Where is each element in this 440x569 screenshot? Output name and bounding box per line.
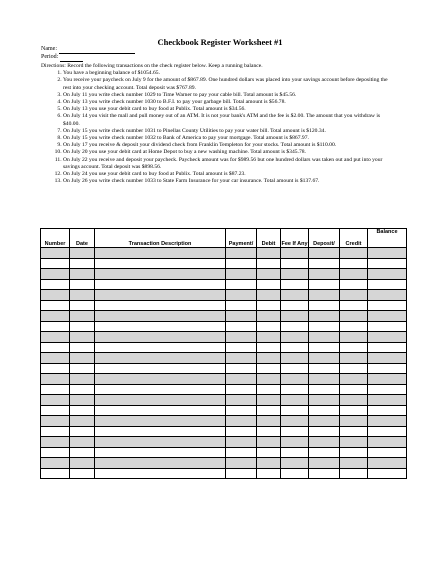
cell-description[interactable] [95,416,226,427]
cell-fee[interactable] [281,321,309,332]
cell-deposit[interactable] [309,395,340,406]
table-row [41,342,407,353]
cell-credit[interactable] [340,321,368,332]
cell-number[interactable] [41,468,70,479]
cell-fee[interactable] [281,269,309,280]
cell-debit[interactable] [257,458,281,469]
table-row [41,458,407,469]
cell-description[interactable] [95,279,226,290]
cell-number[interactable] [41,321,70,332]
cell-date[interactable] [70,248,95,259]
cell-balance[interactable] [368,405,407,416]
cell-number[interactable] [41,353,70,364]
header-number: Number [41,229,70,248]
cell-payment[interactable] [226,332,257,343]
cell-debit[interactable] [257,300,281,311]
cell-fee[interactable] [281,405,309,416]
cell-number[interactable] [41,363,70,374]
cell-description[interactable] [95,384,226,395]
cell-deposit[interactable] [309,437,340,448]
cell-fee[interactable] [281,290,309,301]
transaction-item: 13. On July 26 you write check number 1033 to State Farm Insurance for your car insurance. Total amount is $137.67. [63,178,396,185]
cell-payment[interactable] [226,458,257,469]
cell-date[interactable] [70,468,95,479]
table-row [41,279,407,290]
cell-balance[interactable] [368,384,407,395]
transaction-item: 3. On July 11 you write check number 1029 to Time Warner to pay your cable bill. Total amount is $45.56. [63,92,396,99]
cell-deposit[interactable] [309,363,340,374]
cell-description[interactable] [95,321,226,332]
cell-date[interactable] [70,395,95,406]
table-row [41,311,407,322]
cell-debit[interactable] [257,416,281,427]
cell-description[interactable] [95,363,226,374]
cell-credit[interactable] [340,447,368,458]
cell-payment[interactable] [226,279,257,290]
transaction-item: 12. On July 24 you use your debit card to buy food at Publix. Total amount is $87.23. [63,171,396,178]
cell-payment[interactable] [226,384,257,395]
cell-debit[interactable] [257,332,281,343]
cell-number[interactable] [41,290,70,301]
cell-description[interactable] [95,269,226,280]
table-row [41,353,407,364]
cell-description[interactable] [95,300,226,311]
cell-debit[interactable] [257,290,281,301]
header-payment: Payment/ [226,229,257,248]
cell-payment[interactable] [226,363,257,374]
period-row [41,54,83,62]
cell-balance[interactable] [368,290,407,301]
cell-payment[interactable] [226,258,257,269]
cell-fee[interactable] [281,258,309,269]
cell-debit[interactable] [257,374,281,385]
cell-debit[interactable] [257,363,281,374]
name-label: Name: [41,46,57,52]
cell-debit[interactable] [257,311,281,322]
cell-description[interactable] [95,468,226,479]
cell-balance[interactable] [368,269,407,280]
cell-fee[interactable] [281,363,309,374]
cell-balance[interactable] [368,300,407,311]
cell-payment[interactable] [226,468,257,479]
cell-debit[interactable] [257,321,281,332]
cell-description[interactable] [95,353,226,364]
table-row [41,437,407,448]
cell-debit[interactable] [257,353,281,364]
cell-debit[interactable] [257,437,281,448]
cell-date[interactable] [70,426,95,437]
cell-deposit[interactable] [309,258,340,269]
transaction-item: 2. You receive your paycheck on July 9 for the amount of $867.89. One hundred dollars was placed into your savings account before depositing the rest into your checking account. Total deposit was $767.89. [63,77,396,91]
cell-payment[interactable] [226,269,257,280]
cell-fee[interactable] [281,279,309,290]
cell-debit[interactable] [257,248,281,259]
table-row [41,248,407,259]
period-field[interactable] [60,55,83,62]
cell-credit[interactable] [340,405,368,416]
table-row [41,290,407,301]
cell-date[interactable] [70,384,95,395]
cell-deposit[interactable] [309,332,340,343]
cell-number[interactable] [41,395,70,406]
cell-balance[interactable] [368,416,407,427]
cell-payment[interactable] [226,447,257,458]
cell-number[interactable] [41,279,70,290]
cell-description[interactable] [95,426,226,437]
cell-credit[interactable] [340,363,368,374]
cell-fee[interactable] [281,395,309,406]
header-debit: Debit [257,229,281,248]
cell-date[interactable] [70,374,95,385]
cell-debit[interactable] [257,405,281,416]
cell-date[interactable] [70,311,95,322]
cell-deposit[interactable] [309,321,340,332]
cell-debit[interactable] [257,426,281,437]
cell-date[interactable] [70,437,95,448]
cell-description[interactable] [95,248,226,259]
cell-credit[interactable] [340,342,368,353]
cell-balance[interactable] [368,321,407,332]
cell-number[interactable] [41,426,70,437]
cell-description[interactable] [95,437,226,448]
cell-fee[interactable] [281,248,309,259]
cell-credit[interactable] [340,248,368,259]
table-row [41,363,407,374]
table-row [41,468,407,479]
cell-fee[interactable] [281,300,309,311]
table-row [41,332,407,343]
cell-payment[interactable] [226,321,257,332]
transaction-item: 5. On July 13 you use your debit card to buy food at Publix. Total amount is $34.56. [63,106,396,113]
cell-date[interactable] [70,416,95,427]
table-row [41,258,407,269]
cell-credit[interactable] [340,279,368,290]
cell-debit[interactable] [257,384,281,395]
table-row [41,269,407,280]
cell-credit[interactable] [340,374,368,385]
cell-credit[interactable] [340,258,368,269]
cell-credit[interactable] [340,458,368,469]
cell-description[interactable] [95,258,226,269]
cell-number[interactable] [41,437,70,448]
cell-date[interactable] [70,447,95,458]
transaction-list [41,70,396,185]
cell-description[interactable] [95,374,226,385]
cell-number[interactable] [41,300,70,311]
cell-balance[interactable] [368,342,407,353]
transaction-item: 8. On July 15 you write check number 1032 to Bank of America to pay your mortgage. Total amount is $867.97. [63,135,396,142]
cell-debit[interactable] [257,342,281,353]
cell-payment[interactable] [226,416,257,427]
table-row [41,384,407,395]
cell-balance[interactable] [368,437,407,448]
header-deposit: Deposit/ [309,229,340,248]
cell-credit[interactable] [340,468,368,479]
cell-fee[interactable] [281,384,309,395]
table-row [41,321,407,332]
cell-fee[interactable] [281,374,309,385]
cell-payment[interactable] [226,290,257,301]
name-field[interactable] [59,47,135,54]
cell-fee[interactable] [281,437,309,448]
transaction-item: 7. On July 15 you write check number 1031 to Pinellas County Utilities to pay your water bill. Total amount is $120.34. [63,128,396,135]
cell-date[interactable] [70,269,95,280]
cell-number[interactable] [41,342,70,353]
cell-date[interactable] [70,353,95,364]
cell-number[interactable] [41,384,70,395]
cell-deposit[interactable] [309,468,340,479]
cell-number[interactable] [41,269,70,280]
cell-deposit[interactable] [309,353,340,364]
directions-text: Directions: Record the following transactions on the check register below. Keep a running balance. [41,63,263,69]
cell-fee[interactable] [281,416,309,427]
cell-description[interactable] [95,332,226,343]
cell-fee[interactable] [281,342,309,353]
cell-credit[interactable] [340,332,368,343]
table-row [41,405,407,416]
worksheet-title: Checkbook Register Worksheet #1 [157,37,283,47]
cell-balance[interactable] [368,374,407,385]
cell-fee[interactable] [281,332,309,343]
cell-payment[interactable] [226,353,257,364]
check-register-table [40,228,407,479]
cell-credit[interactable] [340,416,368,427]
cell-balance[interactable] [368,363,407,374]
cell-deposit[interactable] [309,405,340,416]
cell-date[interactable] [70,290,95,301]
cell-credit[interactable] [340,426,368,437]
cell-number[interactable] [41,258,70,269]
cell-credit[interactable] [340,300,368,311]
cell-deposit[interactable] [309,279,340,290]
cell-payment[interactable] [226,405,257,416]
cell-description[interactable] [95,342,226,353]
transaction-item: 4. On July 13 you write check number 1030 to B.F.I. to pay your garbage bill. Total amount is $56.78. [63,99,396,106]
header-credit: Credit [340,229,368,248]
cell-date[interactable] [70,363,95,374]
cell-deposit[interactable] [309,384,340,395]
cell-number[interactable] [41,311,70,322]
cell-deposit[interactable] [309,300,340,311]
cell-fee[interactable] [281,458,309,469]
cell-fee[interactable] [281,468,309,479]
cell-date[interactable] [70,279,95,290]
cell-credit[interactable] [340,269,368,280]
table-row [41,374,407,385]
cell-balance[interactable] [368,311,407,322]
cell-payment[interactable] [226,395,257,406]
cell-deposit[interactable] [309,269,340,280]
cell-credit[interactable] [340,384,368,395]
cell-date[interactable] [70,332,95,343]
cell-deposit[interactable] [309,426,340,437]
cell-balance[interactable] [368,258,407,269]
header-date: Date [70,229,95,248]
cell-description[interactable] [95,405,226,416]
cell-balance[interactable] [368,458,407,469]
cell-debit[interactable] [257,468,281,479]
cell-debit[interactable] [257,395,281,406]
cell-description[interactable] [95,311,226,322]
cell-fee[interactable] [281,426,309,437]
cell-date[interactable] [70,342,95,353]
transaction-item: 6. On July 14 you visit the mall and pull money out of an ATM. It is not your bank's ATM and the fee is $2.00. The amount that you withdraw is $40.00. [63,113,396,127]
register-body [41,248,407,479]
cell-deposit[interactable] [309,290,340,301]
cell-payment[interactable] [226,374,257,385]
cell-balance[interactable] [368,468,407,479]
transaction-item: 9. On July 17 you receive & deposit your dividend check from Franklin Templeton for your stocks. Total amount is $110.00. [63,142,396,149]
cell-number[interactable] [41,458,70,469]
header-fee: Fee If Any [281,229,309,248]
name-row [41,46,135,54]
cell-balance[interactable] [368,426,407,437]
cell-payment[interactable] [226,426,257,437]
transaction-item: 10. On July 20 you use your debit card at Home Depot to buy a new washing machine. Total amount is $345.78. [63,149,396,156]
cell-credit[interactable] [340,353,368,364]
cell-credit[interactable] [340,437,368,448]
table-row [41,300,407,311]
table-row [41,416,407,427]
cell-number[interactable] [41,248,70,259]
cell-balance[interactable] [368,332,407,343]
cell-description[interactable] [95,395,226,406]
cell-debit[interactable] [257,269,281,280]
cell-date[interactable] [70,405,95,416]
period-label: Period: [41,54,59,60]
cell-balance[interactable] [368,248,407,259]
cell-number[interactable] [41,405,70,416]
cell-number[interactable] [41,374,70,385]
cell-deposit[interactable] [309,458,340,469]
transaction-item: 11. On July 22 you receive and deposit your paycheck. Paycheck amount was for $989.56 but one hundred dollars was taken out and put into your savings account. Total deposit was $898.56. [63,157,396,171]
cell-payment[interactable] [226,437,257,448]
cell-deposit[interactable] [309,374,340,385]
cell-payment[interactable] [226,248,257,259]
cell-balance[interactable] [368,447,407,458]
cell-fee[interactable] [281,447,309,458]
table-row [41,395,407,406]
cell-number[interactable] [41,416,70,427]
cell-credit[interactable] [340,311,368,322]
cell-credit[interactable] [340,395,368,406]
cell-date[interactable] [70,321,95,332]
cell-description[interactable] [95,447,226,458]
cell-description[interactable] [95,290,226,301]
table-row [41,426,407,437]
cell-date[interactable] [70,300,95,311]
cell-fee[interactable] [281,353,309,364]
cell-fee[interactable] [281,311,309,322]
cell-debit[interactable] [257,258,281,269]
cell-deposit[interactable] [309,248,340,259]
cell-balance[interactable] [368,279,407,290]
cell-number[interactable] [41,332,70,343]
cell-deposit[interactable] [309,342,340,353]
cell-credit[interactable] [340,290,368,301]
header-balance: Balance [368,229,407,248]
table-row [41,447,407,458]
cell-payment[interactable] [226,311,257,322]
cell-date[interactable] [70,458,95,469]
cell-number[interactable] [41,447,70,458]
cell-description[interactable] [95,458,226,469]
directions-block [41,63,396,185]
table-header-row [41,229,407,248]
cell-debit[interactable] [257,279,281,290]
cell-payment[interactable] [226,300,257,311]
cell-deposit[interactable] [309,416,340,427]
cell-deposit[interactable] [309,447,340,458]
transaction-item: 1. You have a beginning balance of $1054.65. [63,70,396,77]
cell-debit[interactable] [257,447,281,458]
cell-balance[interactable] [368,353,407,364]
cell-balance[interactable] [368,395,407,406]
cell-payment[interactable] [226,342,257,353]
cell-date[interactable] [70,258,95,269]
header-description: Transaction Description [95,229,226,248]
cell-deposit[interactable] [309,311,340,322]
